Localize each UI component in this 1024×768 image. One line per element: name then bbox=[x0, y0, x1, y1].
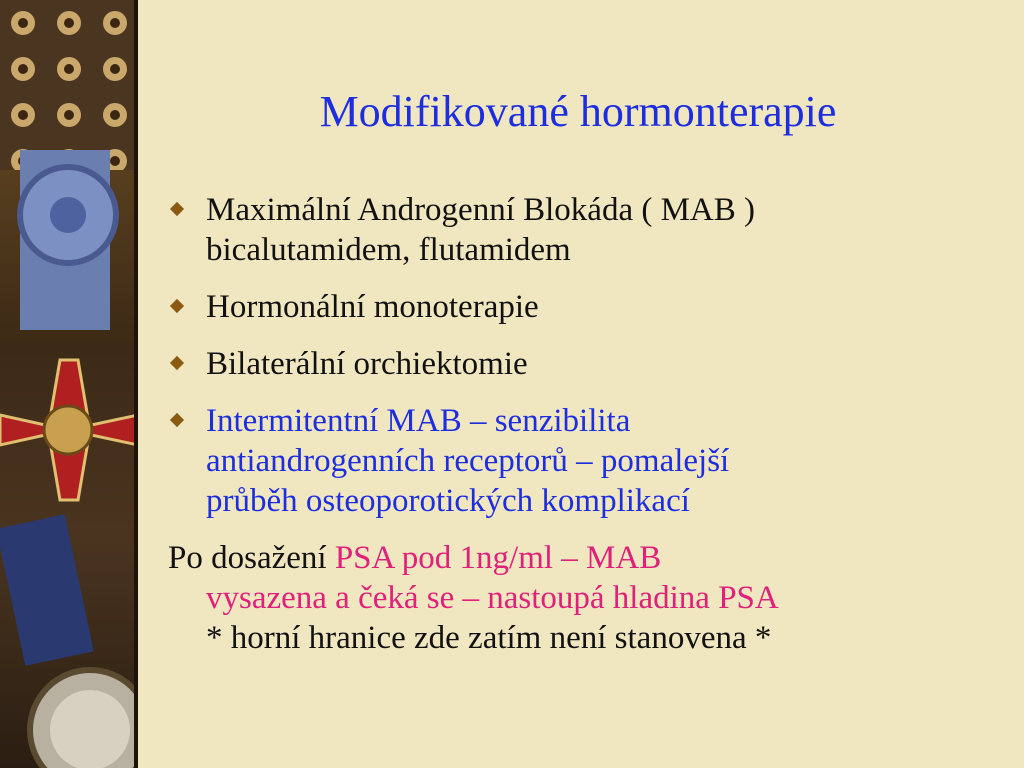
diamond-bullet-icon bbox=[170, 356, 184, 370]
item-line: bicalutamidem, flutamidem bbox=[206, 232, 571, 268]
list-item bbox=[168, 344, 1018, 384]
slide-content bbox=[138, 0, 1024, 768]
button-pattern bbox=[0, 0, 138, 170]
list-item bbox=[168, 287, 1018, 327]
slide-title: Modifikované hormonterapie bbox=[319, 87, 837, 136]
dark-ribbon bbox=[0, 514, 94, 665]
paragraph-highlight: vysazena a čeká se – nastoupá hladina PSA bbox=[206, 580, 779, 616]
compass-face bbox=[50, 690, 130, 768]
diamond-bullet-icon bbox=[170, 299, 184, 313]
item-line: Intermitentní MAB – senzibilita bbox=[206, 403, 631, 439]
item-line: antiandrogenních receptorů – pomalejší bbox=[206, 443, 730, 479]
list-item-highlighted bbox=[168, 401, 1018, 521]
diamond-bullet-icon bbox=[170, 202, 184, 216]
item-line: Maximální Androgenní Blokáda ( MAB ) bbox=[206, 192, 756, 228]
diamond-bullet-icon bbox=[170, 413, 184, 427]
list-item bbox=[168, 190, 1018, 270]
medal-artwork bbox=[0, 0, 138, 768]
cross-medal bbox=[0, 360, 138, 500]
rosette-center bbox=[50, 197, 86, 233]
psa-paragraph bbox=[168, 538, 1018, 658]
item-line: průběh osteoporotických komplikací bbox=[206, 483, 690, 519]
item-text: Hormonální monoterapie bbox=[206, 289, 539, 325]
bullet-list bbox=[168, 190, 1018, 658]
paragraph-note: * horní hranice zde zatím není stanovena * bbox=[206, 620, 772, 656]
paragraph-highlight: PSA pod 1ng/ml – MAB bbox=[334, 540, 662, 576]
item-text: Bilaterální orchiektomie bbox=[206, 346, 528, 382]
paragraph-lead: Po dosažení bbox=[168, 540, 335, 576]
decorative-sidebar-image bbox=[0, 0, 138, 768]
